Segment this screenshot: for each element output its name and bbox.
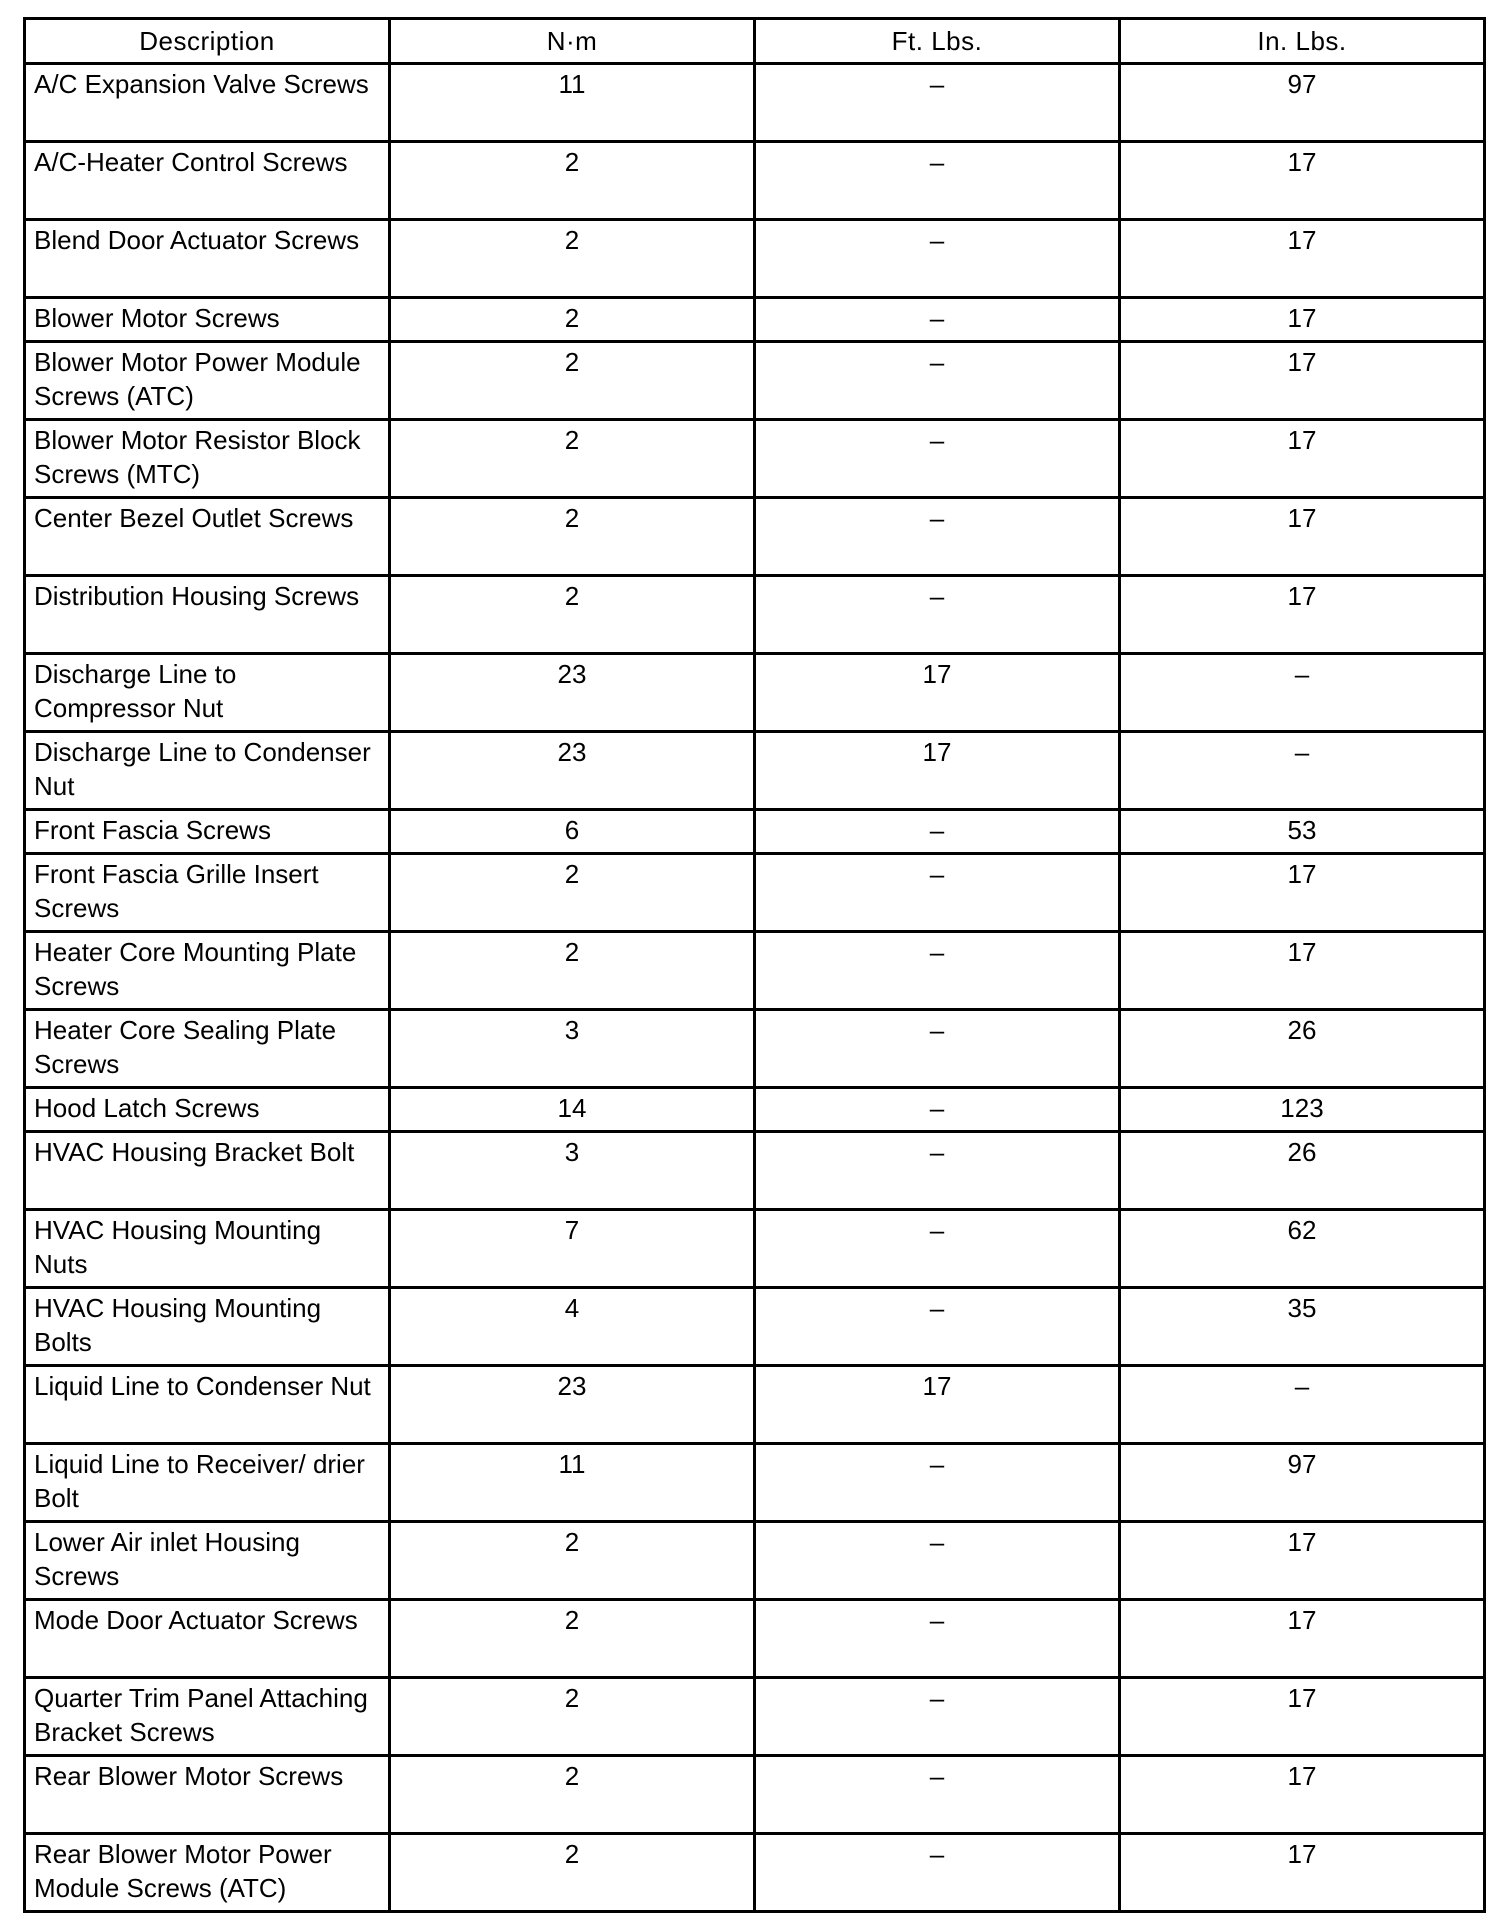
- description-cell: HVAC Housing Bracket Bolt: [25, 1132, 390, 1210]
- table-row: [25, 932, 1485, 1010]
- description-cell: Discharge Line to Compressor Nut: [25, 654, 390, 732]
- table-row: [25, 810, 1485, 854]
- in-lbs-cell: 17: [1120, 420, 1485, 498]
- description-cell: Front Fascia Grille Insert Screws: [25, 854, 390, 932]
- table-row: [25, 220, 1485, 298]
- description-cell: Blend Door Actuator Screws: [25, 220, 390, 298]
- table-row: [25, 1088, 1485, 1132]
- ft-lbs-cell: –: [755, 1210, 1120, 1288]
- column-header-nm: N·m: [390, 19, 755, 64]
- in-lbs-cell: 53: [1120, 810, 1485, 854]
- table-row: [25, 654, 1485, 732]
- nm-cell: 2: [390, 576, 755, 654]
- in-lbs-cell: 17: [1120, 298, 1485, 342]
- torque-specification-table: [23, 17, 1486, 1913]
- table-row: [25, 1834, 1485, 1912]
- table-row: [25, 1132, 1485, 1210]
- table-body: [25, 64, 1485, 1912]
- nm-cell: 4: [390, 1288, 755, 1366]
- ft-lbs-cell: –: [755, 1444, 1120, 1522]
- description-cell: Heater Core Mounting Plate Screws: [25, 932, 390, 1010]
- table-row: [25, 1210, 1485, 1288]
- in-lbs-cell: –: [1120, 1366, 1485, 1444]
- nm-cell: 2: [390, 1678, 755, 1756]
- ft-lbs-cell: –: [755, 342, 1120, 420]
- table-row: [25, 732, 1485, 810]
- in-lbs-cell: 97: [1120, 1444, 1485, 1522]
- description-cell: A/C Expansion Valve Screws: [25, 64, 390, 142]
- ft-lbs-cell: –: [755, 220, 1120, 298]
- column-header-in-lbs: In. Lbs.: [1120, 19, 1485, 64]
- in-lbs-cell: 17: [1120, 1756, 1485, 1834]
- ft-lbs-cell: –: [755, 810, 1120, 854]
- table-row: [25, 64, 1485, 142]
- table-row: [25, 1288, 1485, 1366]
- in-lbs-cell: 17: [1120, 576, 1485, 654]
- nm-cell: 2: [390, 498, 755, 576]
- nm-cell: 2: [390, 298, 755, 342]
- ft-lbs-cell: –: [755, 1132, 1120, 1210]
- description-cell: Quarter Trim Panel Attaching Bracket Screws: [25, 1678, 390, 1756]
- in-lbs-cell: 123: [1120, 1088, 1485, 1132]
- in-lbs-cell: 17: [1120, 1600, 1485, 1678]
- in-lbs-cell: 26: [1120, 1010, 1485, 1088]
- column-header-ft-lbs: Ft. Lbs.: [755, 19, 1120, 64]
- description-cell: Blower Motor Screws: [25, 298, 390, 342]
- table-row: [25, 576, 1485, 654]
- description-cell: Rear Blower Motor Power Module Screws (ATC): [25, 1834, 390, 1912]
- table-row: [25, 342, 1485, 420]
- table-row: [25, 420, 1485, 498]
- nm-cell: 2: [390, 1600, 755, 1678]
- table-row: [25, 1756, 1485, 1834]
- nm-cell: 2: [390, 932, 755, 1010]
- nm-cell: 23: [390, 1366, 755, 1444]
- in-lbs-cell: 97: [1120, 64, 1485, 142]
- description-cell: A/C-Heater Control Screws: [25, 142, 390, 220]
- nm-cell: 23: [390, 732, 755, 810]
- description-cell: Lower Air inlet Housing Screws: [25, 1522, 390, 1600]
- nm-cell: 14: [390, 1088, 755, 1132]
- ft-lbs-cell: –: [755, 498, 1120, 576]
- nm-cell: 2: [390, 142, 755, 220]
- nm-cell: 2: [390, 1756, 755, 1834]
- table-row: [25, 1522, 1485, 1600]
- table-row: [25, 498, 1485, 576]
- nm-cell: 7: [390, 1210, 755, 1288]
- ft-lbs-cell: –: [755, 1288, 1120, 1366]
- ft-lbs-cell: –: [755, 576, 1120, 654]
- ft-lbs-cell: 17: [755, 1366, 1120, 1444]
- ft-lbs-cell: –: [755, 142, 1120, 220]
- in-lbs-cell: 17: [1120, 1834, 1485, 1912]
- column-header-description: Description: [25, 19, 390, 64]
- table-row: [25, 1366, 1485, 1444]
- in-lbs-cell: 35: [1120, 1288, 1485, 1366]
- description-cell: Rear Blower Motor Screws: [25, 1756, 390, 1834]
- description-cell: Blower Motor Power Module Screws (ATC): [25, 342, 390, 420]
- table-row: [25, 1444, 1485, 1522]
- ft-lbs-cell: 17: [755, 732, 1120, 810]
- ft-lbs-cell: –: [755, 298, 1120, 342]
- nm-cell: 3: [390, 1132, 755, 1210]
- ft-lbs-cell: –: [755, 1678, 1120, 1756]
- ft-lbs-cell: –: [755, 64, 1120, 142]
- in-lbs-cell: 17: [1120, 1522, 1485, 1600]
- description-cell: Center Bezel Outlet Screws: [25, 498, 390, 576]
- ft-lbs-cell: –: [755, 1834, 1120, 1912]
- nm-cell: 11: [390, 64, 755, 142]
- table-header: [25, 19, 1485, 64]
- nm-cell: 3: [390, 1010, 755, 1088]
- description-cell: Hood Latch Screws: [25, 1088, 390, 1132]
- nm-cell: 23: [390, 654, 755, 732]
- in-lbs-cell: 17: [1120, 932, 1485, 1010]
- nm-cell: 2: [390, 342, 755, 420]
- ft-lbs-cell: –: [755, 1756, 1120, 1834]
- in-lbs-cell: 26: [1120, 1132, 1485, 1210]
- in-lbs-cell: 17: [1120, 342, 1485, 420]
- description-cell: Mode Door Actuator Screws: [25, 1600, 390, 1678]
- description-cell: Liquid Line to Receiver/ drier Bolt: [25, 1444, 390, 1522]
- in-lbs-cell: 17: [1120, 854, 1485, 932]
- table-row: [25, 298, 1485, 342]
- description-cell: Blower Motor Resistor Block Screws (MTC): [25, 420, 390, 498]
- description-cell: Liquid Line to Condenser Nut: [25, 1366, 390, 1444]
- ft-lbs-cell: –: [755, 1522, 1120, 1600]
- description-cell: Discharge Line to Condenser Nut: [25, 732, 390, 810]
- in-lbs-cell: 17: [1120, 1678, 1485, 1756]
- nm-cell: 2: [390, 1834, 755, 1912]
- description-cell: HVAC Housing Mounting Nuts: [25, 1210, 390, 1288]
- description-cell: Distribution Housing Screws: [25, 576, 390, 654]
- ft-lbs-cell: –: [755, 854, 1120, 932]
- in-lbs-cell: 17: [1120, 498, 1485, 576]
- table-row: [25, 1600, 1485, 1678]
- ft-lbs-cell: –: [755, 1088, 1120, 1132]
- ft-lbs-cell: –: [755, 932, 1120, 1010]
- description-cell: Heater Core Sealing Plate Screws: [25, 1010, 390, 1088]
- in-lbs-cell: –: [1120, 732, 1485, 810]
- nm-cell: 2: [390, 420, 755, 498]
- header-row: [25, 19, 1485, 64]
- table-row: [25, 1678, 1485, 1756]
- table-row: [25, 142, 1485, 220]
- in-lbs-cell: 17: [1120, 220, 1485, 298]
- description-cell: HVAC Housing Mounting Bolts: [25, 1288, 390, 1366]
- table-row: [25, 854, 1485, 932]
- ft-lbs-cell: –: [755, 1600, 1120, 1678]
- nm-cell: 2: [390, 1522, 755, 1600]
- ft-lbs-cell: 17: [755, 654, 1120, 732]
- table-row: [25, 1010, 1485, 1088]
- nm-cell: 2: [390, 854, 755, 932]
- nm-cell: 11: [390, 1444, 755, 1522]
- nm-cell: 2: [390, 220, 755, 298]
- nm-cell: 6: [390, 810, 755, 854]
- in-lbs-cell: 17: [1120, 142, 1485, 220]
- description-cell: Front Fascia Screws: [25, 810, 390, 854]
- in-lbs-cell: –: [1120, 654, 1485, 732]
- in-lbs-cell: 62: [1120, 1210, 1485, 1288]
- ft-lbs-cell: –: [755, 1010, 1120, 1088]
- ft-lbs-cell: –: [755, 420, 1120, 498]
